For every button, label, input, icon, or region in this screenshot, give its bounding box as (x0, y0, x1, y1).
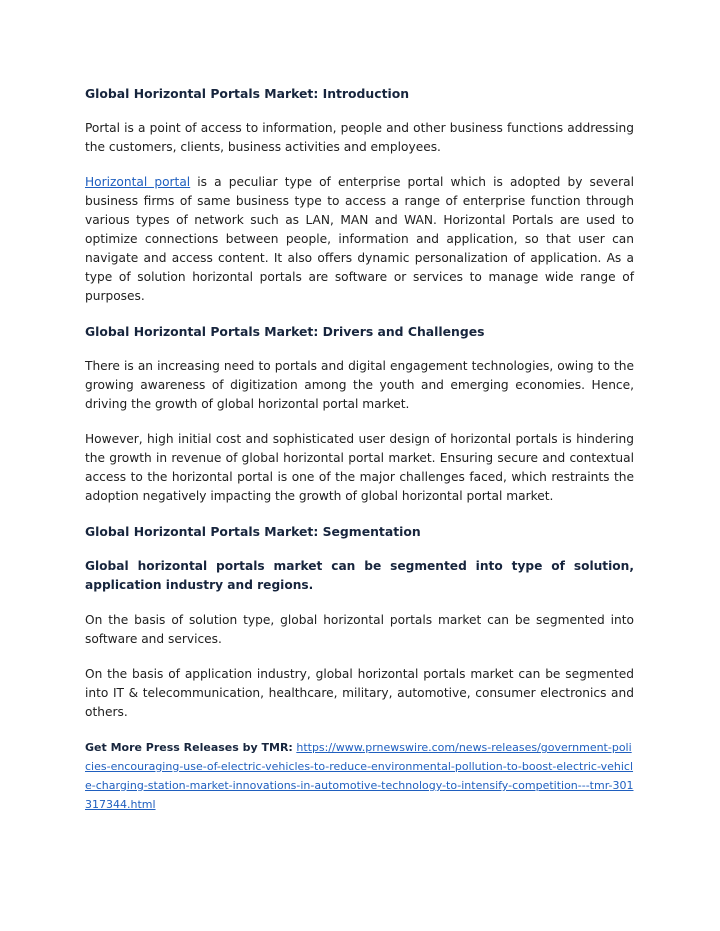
press-release-link[interactable]: https://www.prnewswire.com/news-releases/government-policies-encouraging-use-of-electric-vehicles-to-reduce-environmental-pollution-to-boost-electric-vehicle-charging-station-market-innovations-in-automotive-technology-to-intensify-competition---tmr-301317344.html (85, 741, 634, 811)
press-release-label: Get More Press Releases by TMR: (85, 741, 293, 754)
intro-paragraph-2 (85, 173, 634, 306)
document-page (85, 84, 634, 814)
press-release-line (85, 738, 634, 814)
segmentation-heading: Global Horizontal Portals Market: Segmentation (85, 524, 421, 539)
horizontal-portal-link[interactable]: Horizontal portal (85, 175, 191, 189)
drivers-paragraph-2: However, high initial cost and sophisticated user design of horizontal portals is hindering the growth in revenue of global horizontal portal market. Ensuring secure and contextual access to the horizontal portal is one of the major challenges faced, which restraints the adoption negatively impacting the growth of global horizontal portal market. (85, 432, 634, 503)
drivers-heading: Global Horizontal Portals Market: Drivers and Challenges (85, 324, 485, 339)
intro-heading: Global Horizontal Portals Market: Introduction (85, 86, 410, 101)
segmentation-paragraph-1: On the basis of solution type, global horizontal portals market can be segmented into software and services. (85, 613, 634, 646)
segmentation-summary: Global horizontal portals market can be segmented into type of solution, application industry and regions. (85, 559, 634, 592)
intro-paragraph-1: Portal is a point of access to information, people and other business functions addressing the customers, clients, business activities and employees. (85, 121, 634, 154)
drivers-paragraph-1: There is an increasing need to portals and digital engagement technologies, owing to the growing awareness of digitization among the youth and emerging economies. Hence, driving the growth of global horizontal portal market. (85, 359, 634, 411)
intro-paragraph-2-text: is a peculiar type of enterprise portal which is adopted by several business firms of same business type to access a range of enterprise function through various types of network such as LAN, MAN and WAN. Horizontal Portals are used to optimize connections between people, information and application, so that user can navigate and access content. It also offers dynamic personalization of application. As a type of solution horizontal portals are software or services to manage wide range of purposes. (85, 175, 634, 303)
segmentation-paragraph-2: On the basis of application industry, global horizontal portals market can be segmented into IT & telecommunication, healthcare, military, automotive, consumer electronics and others. (85, 667, 634, 719)
